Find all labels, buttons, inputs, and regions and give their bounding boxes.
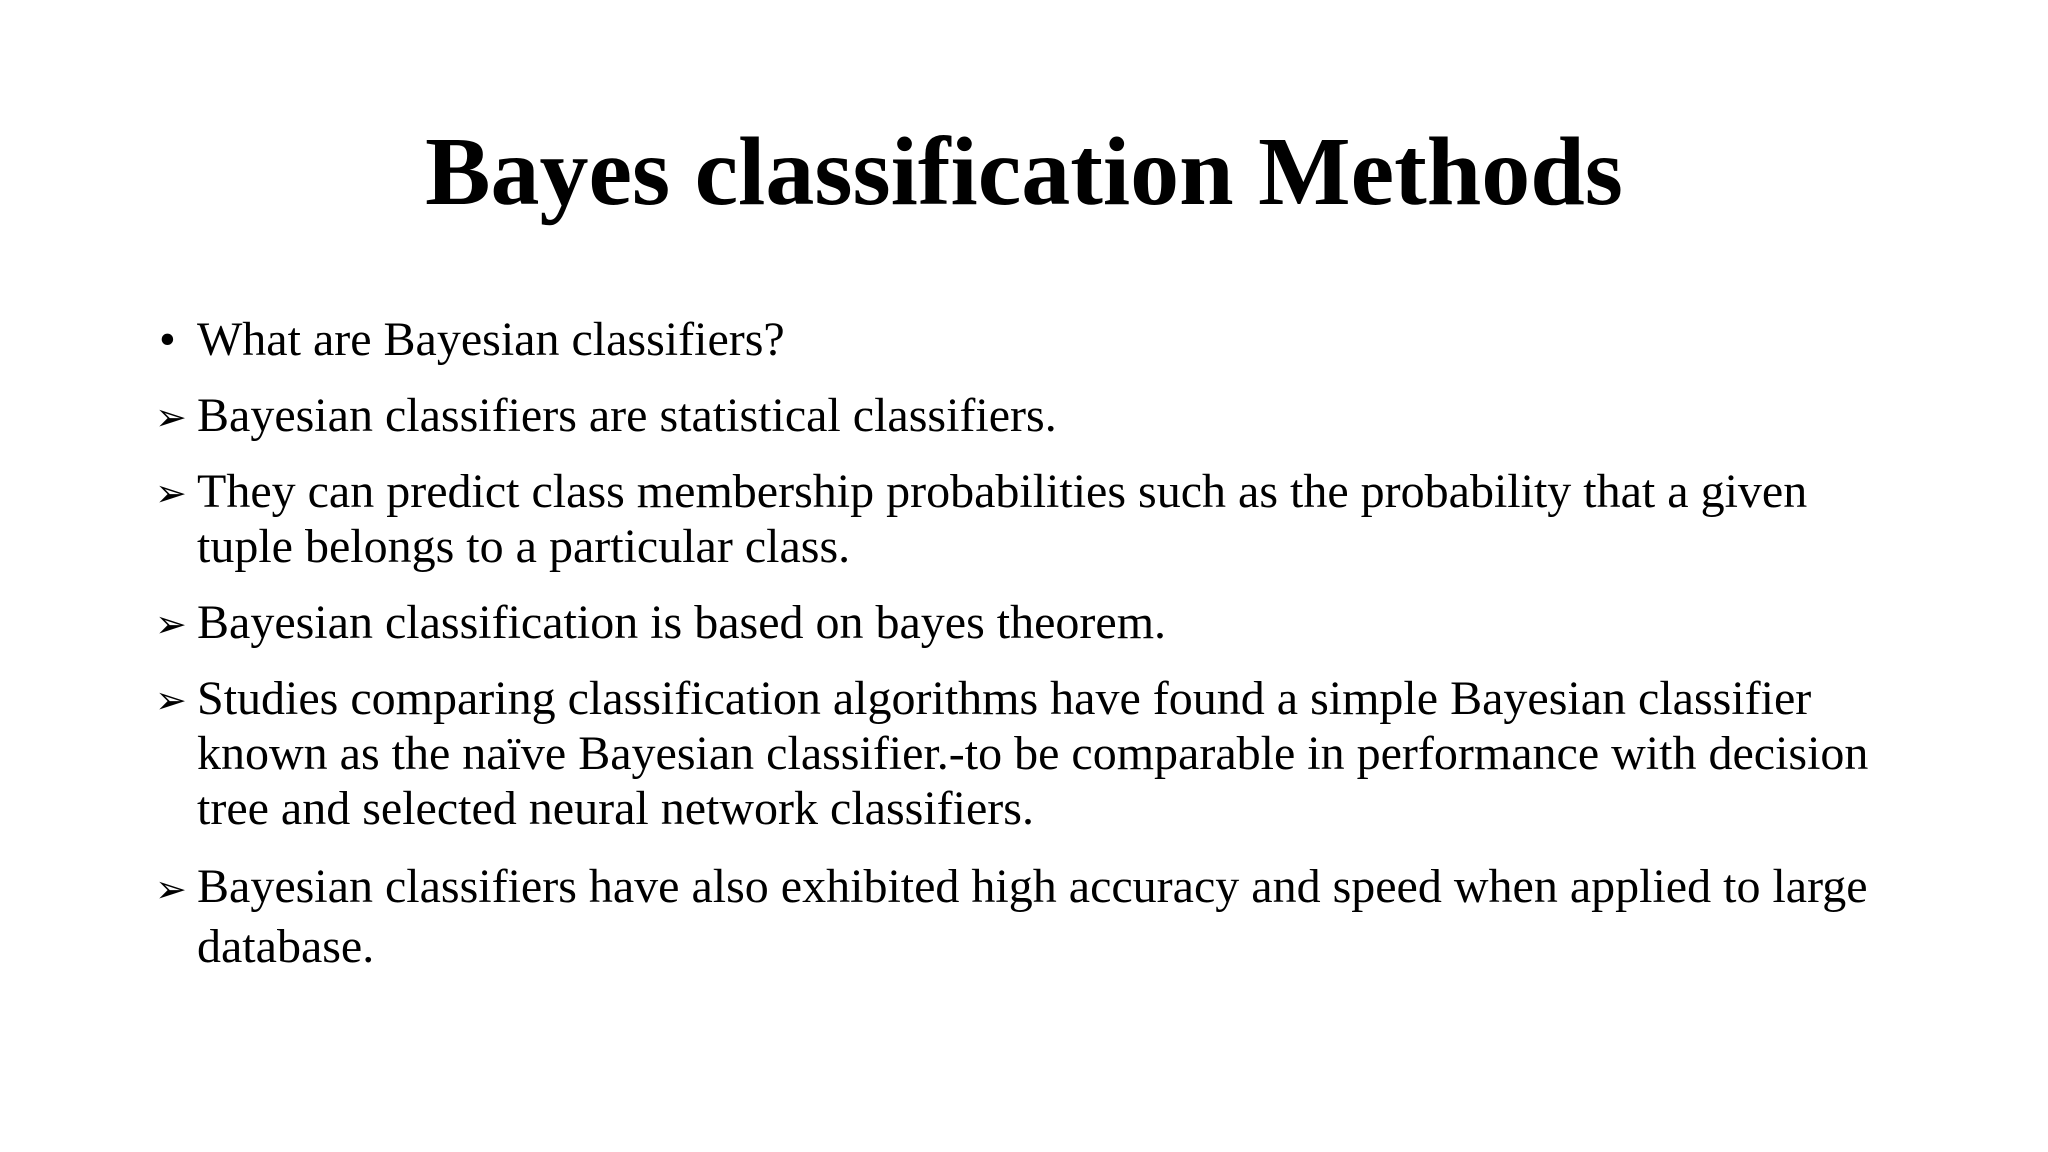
bullet-list bbox=[155, 312, 1915, 998]
arrow-bullet-icon: ➢ bbox=[155, 678, 187, 722]
bullet-text: Studies comparing classification algorithms have found a simple Bayesian classifier known as the naïve Bayesian classifier.-to be comparable in performance with decision tree and selected neural network classifiers. bbox=[197, 672, 1869, 835]
bullet-item-studies bbox=[155, 671, 1915, 836]
arrow-bullet-icon: ➢ bbox=[155, 471, 187, 515]
bullet-text: They can predict class membership probabilities such as the probability that a given tuple belongs to a particular class. bbox=[197, 465, 1808, 573]
bullet-dot-icon: • bbox=[159, 313, 176, 366]
bullet-item-predict bbox=[155, 464, 1915, 574]
bullet-text: Bayesian classifiers are statistical classifiers. bbox=[197, 389, 1057, 442]
bullet-item-statistical bbox=[155, 388, 1915, 443]
arrow-bullet-icon: ➢ bbox=[155, 867, 187, 911]
slide-title: Bayes classification Methods bbox=[425, 118, 1623, 226]
bullet-text: Bayesian classifiers have also exhibited high accuracy and speed when applied to large database. bbox=[197, 860, 1868, 973]
arrow-bullet-icon: ➢ bbox=[155, 395, 187, 439]
bullet-item-what-are bbox=[155, 312, 1915, 367]
bullet-item-accuracy bbox=[155, 857, 1915, 977]
bullet-item-theorem bbox=[155, 595, 1915, 650]
bullet-text: Bayesian classification is based on bayes theorem. bbox=[197, 596, 1167, 649]
bullet-text: What are Bayesian classifiers? bbox=[197, 313, 785, 366]
arrow-bullet-icon: ➢ bbox=[155, 602, 187, 646]
